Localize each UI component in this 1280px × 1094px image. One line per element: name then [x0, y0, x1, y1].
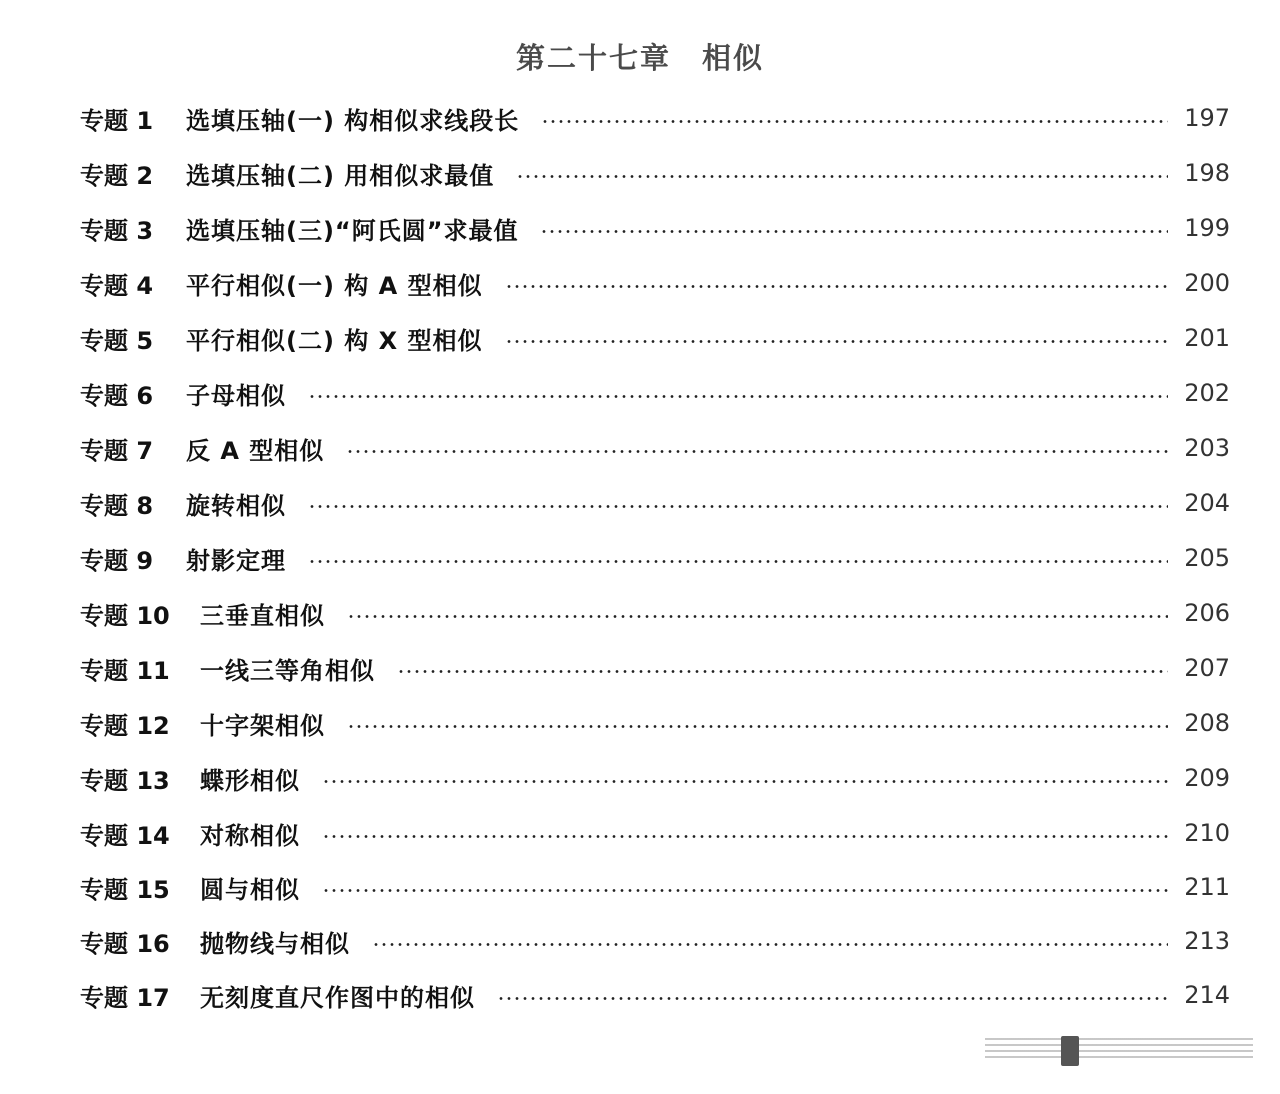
- topic-title: 圆与相似: [200, 875, 300, 904]
- dot-leader: [308, 505, 1168, 508]
- topic-title: 抛物线与相似: [200, 929, 350, 958]
- page-number: 201: [1184, 324, 1230, 352]
- dot-leader: [541, 120, 1168, 123]
- topic-label: 专题 1: [80, 106, 154, 135]
- watermark-lines: [985, 1038, 1253, 1062]
- topic-title: 对称相似: [200, 821, 300, 850]
- toc-entry[interactable]: [80, 975, 1230, 1015]
- toc-entry[interactable]: [80, 538, 1230, 578]
- topic-label: 专题 16: [80, 929, 170, 958]
- dot-leader: [505, 285, 1168, 288]
- toc-entry[interactable]: [80, 483, 1230, 523]
- topic-label: 专题 13: [80, 766, 170, 795]
- page-number: 206: [1184, 599, 1230, 627]
- dot-leader: [322, 889, 1168, 892]
- topic-title: 无刻度直尺作图中的相似: [200, 983, 475, 1012]
- toc-entry[interactable]: [80, 428, 1230, 468]
- chapter-title: 第二十七章 相似: [515, 41, 764, 75]
- topic-title: 旋转相似: [186, 491, 286, 520]
- topic-label: 专题 15: [80, 875, 170, 904]
- topic-label: 专题 12: [80, 711, 170, 740]
- topic-title: 平行相似(一) 构 A 型相似: [186, 271, 483, 300]
- dot-leader: [397, 670, 1168, 673]
- topic-label: 专题 5: [80, 326, 154, 355]
- topic-label: 专题 7: [80, 436, 154, 465]
- toc-entry[interactable]: [80, 373, 1230, 413]
- dot-leader: [308, 560, 1168, 563]
- dot-leader: [505, 340, 1168, 343]
- topic-title: 平行相似(二) 构 X 型相似: [186, 326, 483, 355]
- topic-label: 专题 8: [80, 491, 154, 520]
- page-number: 210: [1184, 819, 1230, 847]
- dot-leader: [372, 943, 1168, 946]
- page-number: 205: [1184, 544, 1230, 572]
- dot-leader: [322, 835, 1168, 838]
- toc-entry[interactable]: [80, 593, 1230, 633]
- page-number: 214: [1184, 981, 1230, 1009]
- page-number: 209: [1184, 764, 1230, 792]
- page-number: 211: [1184, 873, 1230, 901]
- topic-label: 专题 10: [80, 601, 170, 630]
- page-number: 208: [1184, 709, 1230, 737]
- page-number: 199: [1184, 214, 1230, 242]
- dot-leader: [322, 780, 1168, 783]
- watermark: [985, 1030, 1253, 1070]
- page-number: 198: [1184, 159, 1230, 187]
- topic-title: 三垂直相似: [200, 601, 325, 630]
- page-number: 213: [1184, 927, 1230, 955]
- topic-title: 选填压轴(一) 构相似求线段长: [186, 106, 520, 135]
- topic-label: 专题 6: [80, 381, 154, 410]
- topic-title: 选填压轴(三)“阿氏圆”求最值: [186, 216, 519, 245]
- dot-leader: [347, 725, 1168, 728]
- toc-entry[interactable]: [80, 263, 1230, 303]
- toc-entry[interactable]: [80, 318, 1230, 358]
- topic-label: 专题 2: [80, 161, 154, 190]
- topic-title: 蝶形相似: [200, 766, 300, 795]
- topic-title: 选填压轴(二) 用相似求最值: [186, 161, 495, 190]
- topic-title: 子母相似: [186, 381, 286, 410]
- dot-leader: [497, 997, 1168, 1000]
- topic-label: 专题 17: [80, 983, 170, 1012]
- dot-leader: [308, 395, 1168, 398]
- page-number: 203: [1184, 434, 1230, 462]
- page-number: 200: [1184, 269, 1230, 297]
- page-number: 204: [1184, 489, 1230, 517]
- page-number: 197: [1184, 104, 1230, 132]
- dot-leader: [516, 175, 1168, 178]
- toc-entry[interactable]: [80, 813, 1230, 853]
- dot-leader: [347, 615, 1168, 618]
- topic-label: 专题 14: [80, 821, 170, 850]
- toc-entry[interactable]: [80, 208, 1230, 248]
- toc-entry[interactable]: [80, 648, 1230, 688]
- toc-entry[interactable]: [80, 867, 1230, 907]
- topic-title: 十字架相似: [200, 711, 325, 740]
- toc-entry[interactable]: [80, 758, 1230, 798]
- topic-title: 射影定理: [186, 546, 286, 575]
- dot-leader: [540, 230, 1168, 233]
- page-number: 207: [1184, 654, 1230, 682]
- toc-entry[interactable]: [80, 703, 1230, 743]
- toc-entry[interactable]: [80, 921, 1230, 961]
- watermark-logo-icon: [1061, 1036, 1079, 1066]
- topic-label: 专题 4: [80, 271, 154, 300]
- topic-label: 专题 9: [80, 546, 154, 575]
- topic-label: 专题 11: [80, 656, 170, 685]
- toc-entry[interactable]: [80, 153, 1230, 193]
- page-number: 202: [1184, 379, 1230, 407]
- toc-entry[interactable]: [80, 98, 1230, 138]
- topic-label: 专题 3: [80, 216, 154, 245]
- dot-leader: [346, 450, 1168, 453]
- topic-title: 一线三等角相似: [200, 656, 375, 685]
- topic-title: 反 A 型相似: [186, 436, 325, 465]
